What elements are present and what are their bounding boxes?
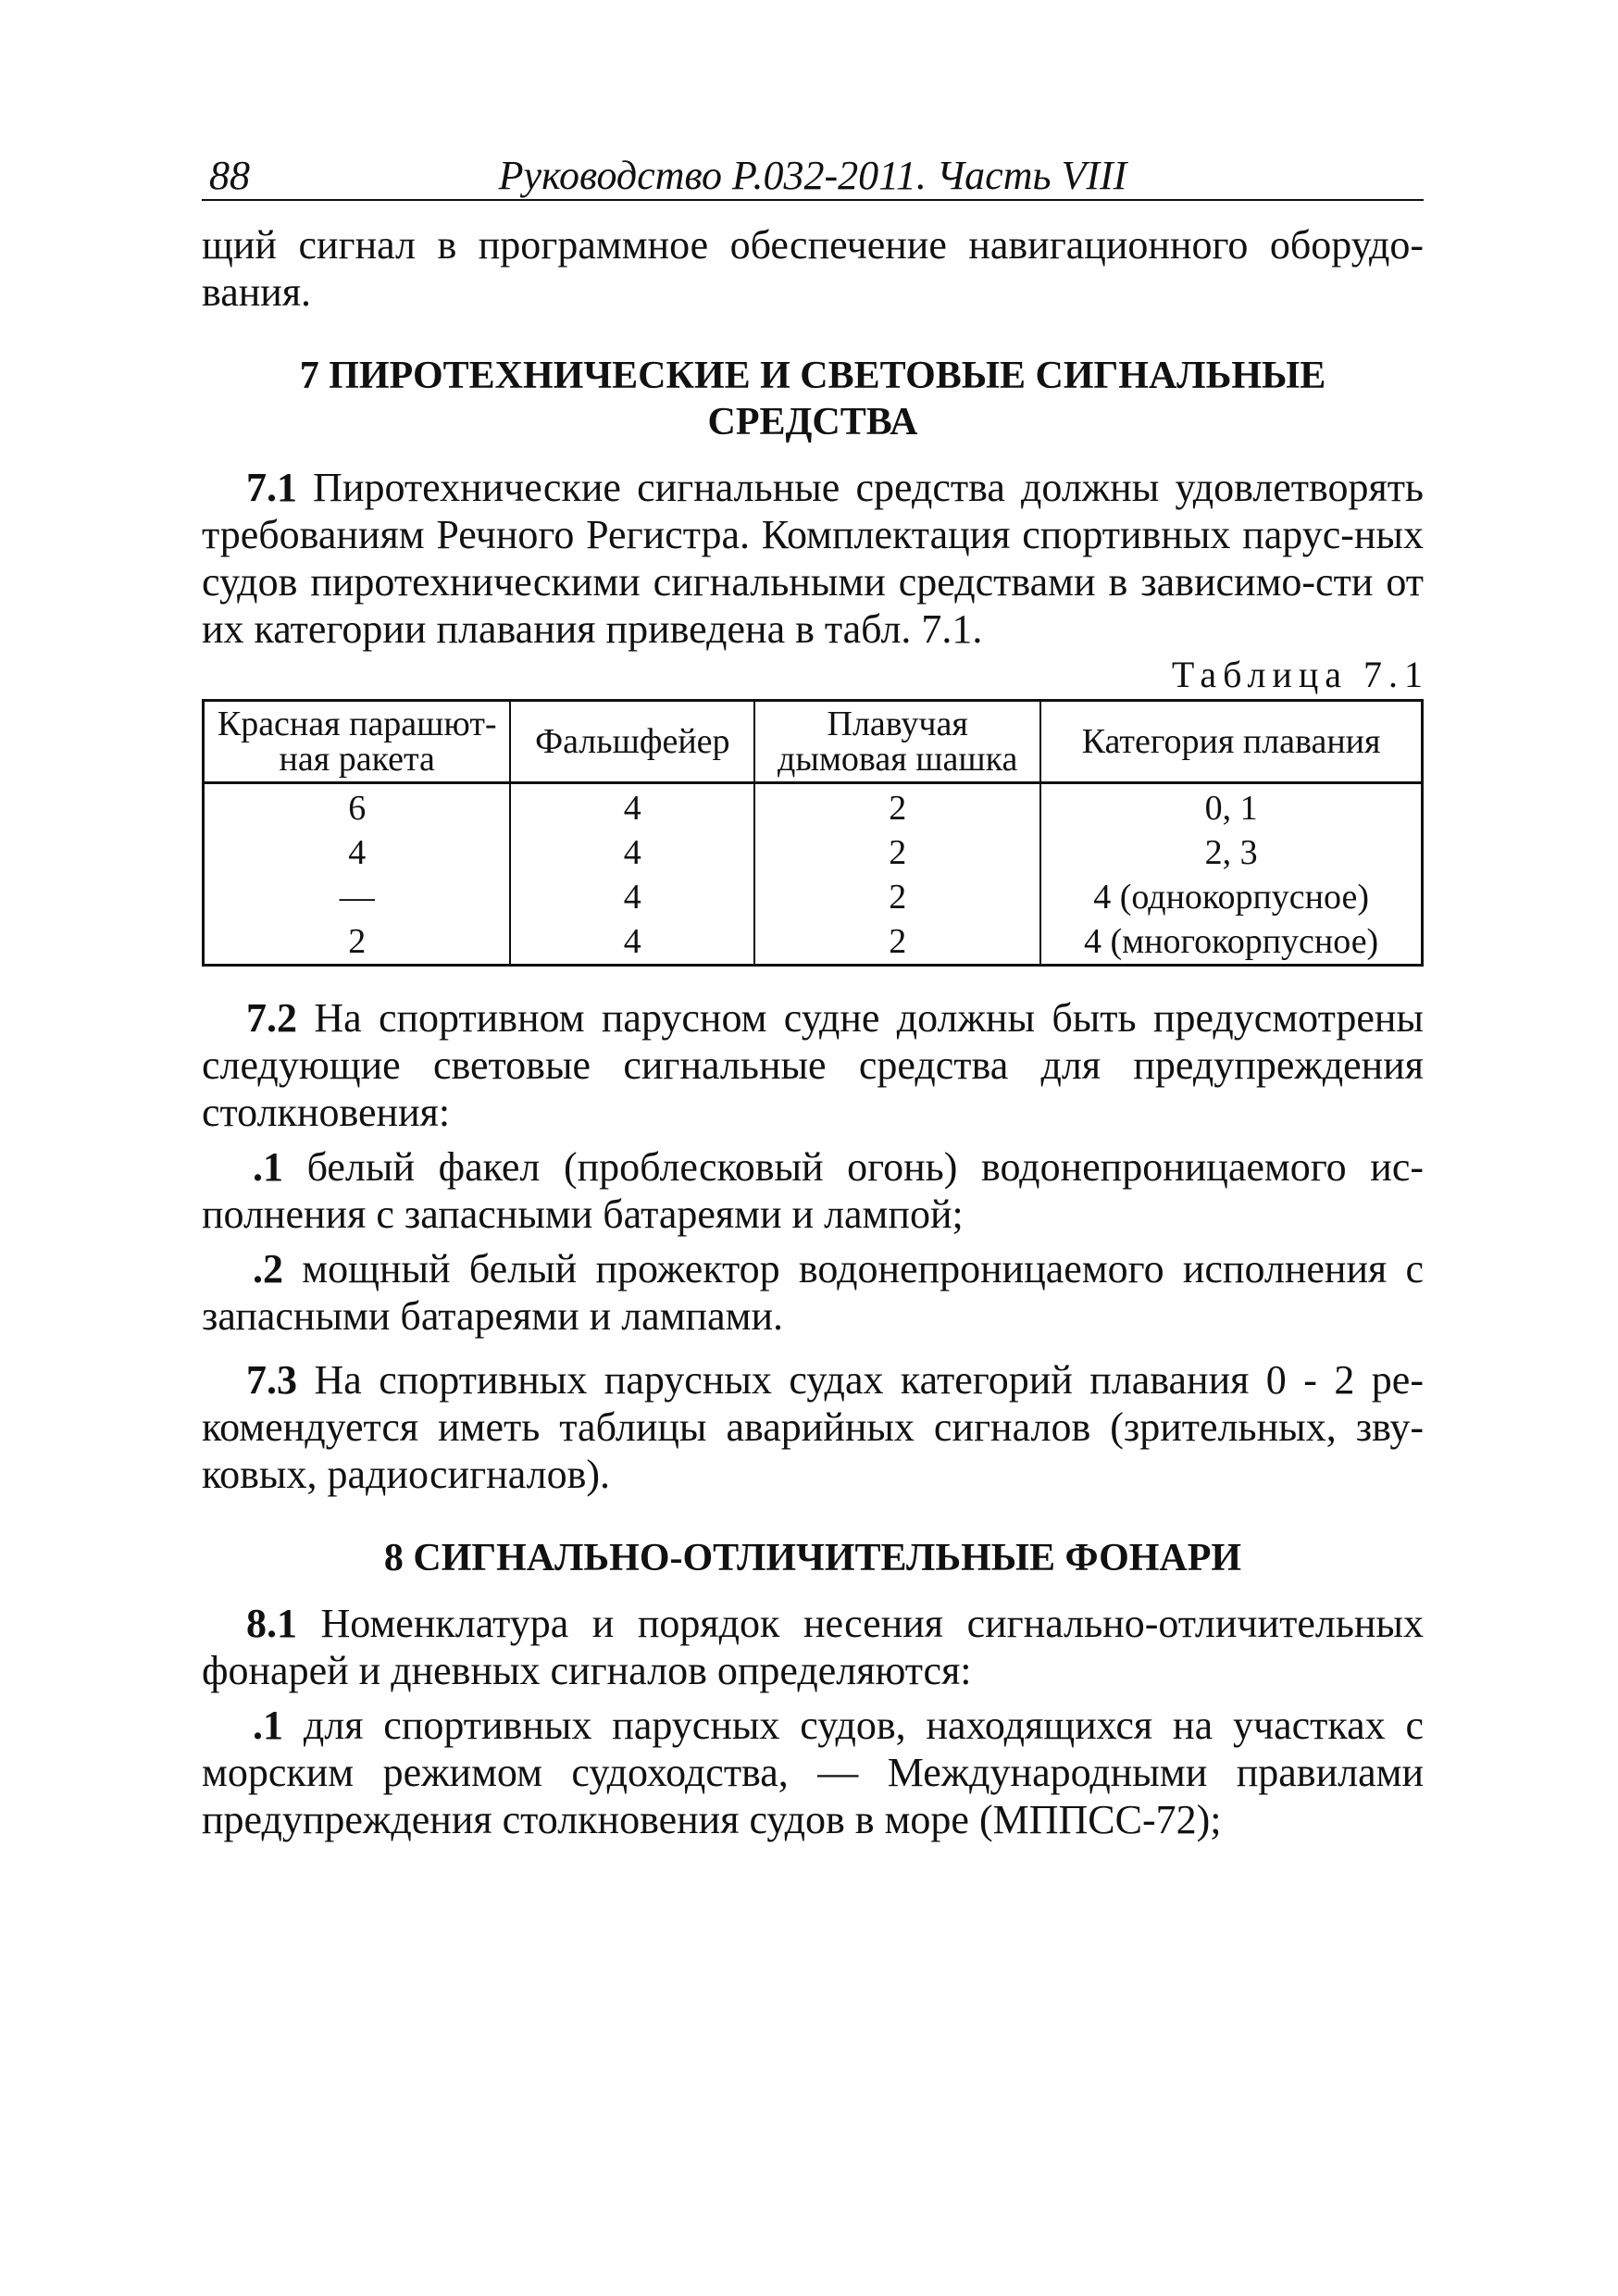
item-text: мощный белый прожектор водонепроницаемого исполнения с запасными батареями и лампами. (202, 1246, 1424, 1339)
table-header-cell: Красная парашют-ная ракета (204, 701, 511, 783)
table-cell: 2, 3 (1040, 830, 1422, 875)
table-cell: 2 (754, 830, 1040, 875)
table-cell: 4 (510, 919, 754, 966)
section-7-heading-line-1: 7 ПИРОТЕХНИЧЕСКИЕ И СВЕТОВЫЕ СИГНАЛЬНЫЕ (299, 355, 1326, 397)
paragraph-number: 7.2 (246, 995, 297, 1041)
section-8-heading: 8 СИГНАЛЬНО-ОТЛИЧИТЕЛЬНЫЕ ФОНАРИ (383, 1537, 1242, 1579)
table-cell: 4 (510, 783, 754, 831)
section-7-heading (202, 353, 1424, 445)
table-header-cell: Плавучая дымовая шашка (754, 701, 1040, 783)
table-cell: 4 (510, 830, 754, 875)
table-cell: 4 (однокорпусное) (1040, 875, 1422, 919)
table-cell: 2 (754, 783, 1040, 831)
paragraph-number: 7.3 (246, 1357, 297, 1403)
table-cell: 2 (754, 875, 1040, 919)
table-row (204, 830, 1423, 875)
table-cell: 2 (754, 919, 1040, 966)
running-title: Руководство Р.032-2011. Часть VIII (498, 153, 1127, 198)
table-cell: — (204, 875, 511, 919)
table-cell: 2 (204, 919, 511, 966)
table-row (204, 875, 1423, 919)
section-7-heading-line-2: СРЕДСТВА (707, 401, 918, 443)
table-header-cell: Категория плавания (1040, 701, 1422, 783)
item-8-1-1 (202, 1702, 1424, 1843)
page-number: 88 (209, 153, 250, 198)
table-cell: 6 (204, 783, 511, 831)
paragraph-number: 8.1 (246, 1601, 297, 1646)
continuation-paragraph: щий сигнал в программное обеспечение навигационного оборудо-вания. (202, 222, 1424, 315)
item-number: .1 (253, 1703, 283, 1748)
item-7-2-2 (202, 1245, 1424, 1340)
table-row (204, 783, 1423, 831)
table-header-cell: Фальшфейер (510, 701, 754, 783)
item-7-2-1 (202, 1143, 1424, 1238)
paragraph-text: Номенклатура и порядок несения сигнально-отличительных фонарей и дневных сигналов определяются: (202, 1601, 1424, 1693)
item-number: .1 (253, 1144, 283, 1190)
item-text: для спортивных парусных судов, находящихся на участках с морским режимом судоходства, — Международными правилами предупреждения столкновения судов в море (МППСС-72); (202, 1703, 1424, 1842)
table-header-row (204, 701, 1423, 783)
paragraph-8-1 (202, 1600, 1424, 1694)
paragraph-7-1 (202, 464, 1424, 653)
signal-means-table (202, 699, 1424, 967)
item-number: .2 (253, 1246, 283, 1292)
table-cell: 0, 1 (1040, 783, 1422, 831)
paragraph-text: На спортивном парусном судне должны быть предусмотрены следующие световые сигнальные средства для предупреждения столкновения: (202, 995, 1424, 1135)
paragraph-number: 7.1 (246, 465, 297, 510)
paragraph-text: Пиротехнические сигнальные средства должны удовлетворять требованиям Речного Регистра. Комплектация спортивных парус-ных судов пиротехническими сигнальными средствами в зависимо-сти от их категории плавания приведена в табл. 7.1. (202, 465, 1424, 652)
table-cell: 4 (многокорпусное) (1040, 919, 1422, 966)
table-cell: 4 (204, 830, 511, 875)
table-row (204, 919, 1423, 966)
table-caption: Таблица 7.1 (1171, 654, 1429, 695)
document-page (202, 153, 1429, 1843)
running-header (202, 153, 1424, 201)
item-text: белый факел (проблесковый огонь) водонепроницаемого ис-полнения с запасными батареями и лампой; (202, 1144, 1424, 1237)
paragraph-7-3 (202, 1356, 1424, 1498)
table-cell: 4 (510, 875, 754, 919)
paragraph-7-2 (202, 994, 1424, 1136)
paragraph-text: На спортивных парусных судах категорий плавания 0 - 2 ре-комендуется иметь таблицы аварийных сигналов (зрительных, зву-ковых, радиосигналов). (202, 1357, 1424, 1497)
